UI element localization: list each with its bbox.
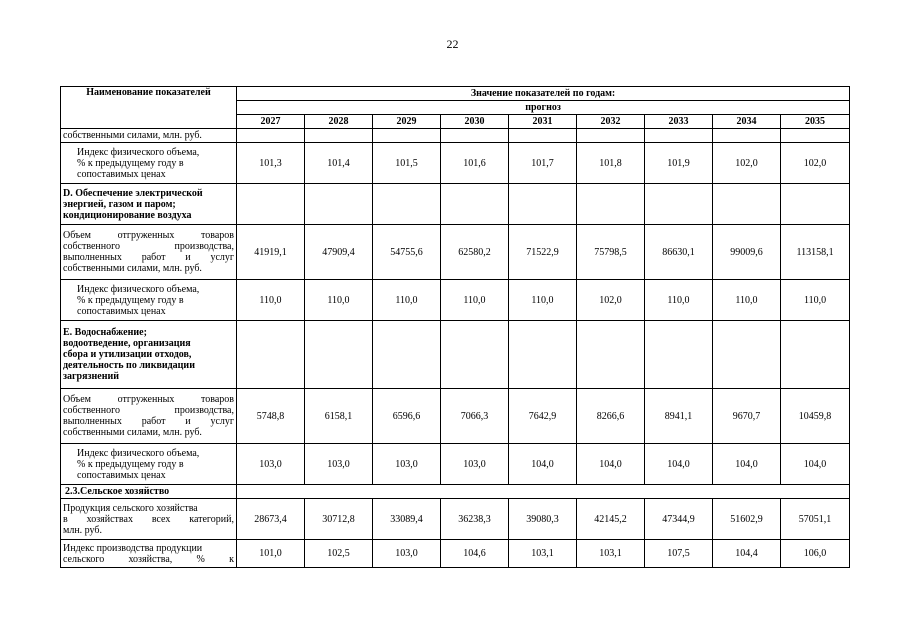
value-cell: 104,0 — [781, 444, 850, 485]
value-cell — [305, 129, 373, 143]
value-cell: 51602,9 — [713, 499, 781, 540]
value-cell: 101,4 — [305, 143, 373, 184]
section-heading: D. Обеспечение электрической энергией, газом и паром; кондиционирование воздуха — [61, 184, 237, 225]
value-cell: 104,4 — [713, 540, 781, 568]
value-cell — [713, 321, 781, 389]
value-cell: 8266,6 — [577, 389, 645, 444]
table-row — [61, 184, 850, 225]
value-cell: 103,1 — [577, 540, 645, 568]
value-cell: 10459,8 — [781, 389, 850, 444]
value-cell: 103,0 — [305, 444, 373, 485]
value-cell — [305, 184, 373, 225]
table-row — [61, 280, 850, 321]
value-cell — [781, 129, 850, 143]
value-cell: 7642,9 — [509, 389, 577, 444]
value-cell — [577, 129, 645, 143]
value-cell: 107,5 — [645, 540, 713, 568]
indicator-name: Индекс физического объема, % к предыдущему году в сопоставимых ценах — [61, 280, 237, 321]
value-cell: 8941,1 — [645, 389, 713, 444]
value-cell: 110,0 — [781, 280, 850, 321]
value-cell: 104,6 — [441, 540, 509, 568]
year-header: 2034 — [713, 115, 781, 129]
value-cell: 30712,8 — [305, 499, 373, 540]
table-row — [61, 444, 850, 485]
table-row — [61, 321, 850, 389]
table-row — [61, 485, 850, 499]
value-cell: 101,8 — [577, 143, 645, 184]
value-cell: 75798,5 — [577, 225, 645, 280]
section-heading: 2.3.Сельское хозяйство — [61, 485, 237, 499]
value-cell — [645, 321, 713, 389]
value-cell: 102,5 — [305, 540, 373, 568]
value-cell — [509, 129, 577, 143]
value-cell: 103,0 — [237, 444, 305, 485]
value-cell: 47344,9 — [645, 499, 713, 540]
value-cell: 110,0 — [509, 280, 577, 321]
table-row — [61, 499, 850, 540]
indicator-name: Объем отгруженных товаров собственного производства, выполненных работ и услуг собственными силами, млн. руб. — [61, 225, 237, 280]
value-cell — [441, 321, 509, 389]
value-cell — [373, 184, 441, 225]
indicator-name: собственными силами, млн. руб. — [61, 129, 237, 143]
table-row — [61, 389, 850, 444]
value-cell — [713, 184, 781, 225]
value-cell — [441, 129, 509, 143]
value-cell: 106,0 — [781, 540, 850, 568]
value-cell: 99009,6 — [713, 225, 781, 280]
forecast-header: прогноз — [237, 101, 850, 115]
value-cell — [781, 184, 850, 225]
value-cell: 36238,3 — [441, 499, 509, 540]
year-header: 2027 — [237, 115, 305, 129]
value-cell: 110,0 — [373, 280, 441, 321]
value-cell: 101,0 — [237, 540, 305, 568]
value-cell: 103,0 — [441, 444, 509, 485]
value-cell — [441, 184, 509, 225]
indicator-name: Индекс физического объема, % к предыдущему году в сопоставимых ценах — [61, 444, 237, 485]
value-cell: 57051,1 — [781, 499, 850, 540]
value-cell — [645, 129, 713, 143]
value-cell — [237, 184, 305, 225]
value-cell: 6596,6 — [373, 389, 441, 444]
value-cell: 101,5 — [373, 143, 441, 184]
value-cell — [577, 184, 645, 225]
indicator-name: Индекс физического объема, % к предыдущему году в сопоставимых ценах — [61, 143, 237, 184]
value-cell: 113158,1 — [781, 225, 850, 280]
value-cell: 101,3 — [237, 143, 305, 184]
value-cell: 110,0 — [713, 280, 781, 321]
table-row — [61, 225, 850, 280]
value-cell — [373, 321, 441, 389]
page-number: 22 — [446, 37, 459, 51]
value-cell — [237, 129, 305, 143]
value-cell: 101,9 — [645, 143, 713, 184]
value-cell — [373, 129, 441, 143]
value-cell: 7066,3 — [441, 389, 509, 444]
indicator-name: Объем отгруженных товаров собственного производства, выполненных работ и услуг собственными силами, млн. руб. — [61, 389, 237, 444]
table-row — [61, 143, 850, 184]
value-cell: 39080,3 — [509, 499, 577, 540]
year-header: 2030 — [441, 115, 509, 129]
value-cell: 104,0 — [577, 444, 645, 485]
value-cell: 71522,9 — [509, 225, 577, 280]
name-column-header: Наименование показателей — [61, 87, 237, 129]
value-cell: 101,6 — [441, 143, 509, 184]
value-cell: 103,0 — [373, 540, 441, 568]
value-cell: 102,0 — [781, 143, 850, 184]
value-cell: 62580,2 — [441, 225, 509, 280]
value-cell: 110,0 — [305, 280, 373, 321]
value-cell: 102,0 — [713, 143, 781, 184]
value-cell — [781, 321, 850, 389]
value-cell: 103,0 — [373, 444, 441, 485]
value-cell: 6158,1 — [305, 389, 373, 444]
value-cell: 110,0 — [645, 280, 713, 321]
value-cell: 54755,6 — [373, 225, 441, 280]
year-header: 2035 — [781, 115, 850, 129]
value-cell: 110,0 — [237, 280, 305, 321]
value-cell: 104,0 — [645, 444, 713, 485]
value-cell — [509, 321, 577, 389]
value-cell: 42145,2 — [577, 499, 645, 540]
value-cell: 5748,8 — [237, 389, 305, 444]
value-cell — [305, 321, 373, 389]
year-header: 2031 — [509, 115, 577, 129]
value-cell — [577, 321, 645, 389]
year-header: 2029 — [373, 115, 441, 129]
year-header: 2032 — [577, 115, 645, 129]
value-cell: 104,0 — [713, 444, 781, 485]
value-cell: 101,7 — [509, 143, 577, 184]
indicator-name: Продукция сельского хозяйства в хозяйствах всех категорий, млн. руб. — [61, 499, 237, 540]
value-cell: 110,0 — [441, 280, 509, 321]
value-cell: 28673,4 — [237, 499, 305, 540]
table-row — [61, 129, 850, 143]
indicator-name: Индекс производства продукции сельского хозяйства, % к — [61, 540, 237, 568]
value-cell — [645, 184, 713, 225]
value-cell: 103,1 — [509, 540, 577, 568]
value-cell: 47909,4 — [305, 225, 373, 280]
table-row — [61, 540, 850, 568]
values-title-header: Значение показателей по годам: — [237, 87, 850, 101]
value-cell: 104,0 — [509, 444, 577, 485]
section-heading: E. Водоснабжение; водоотведение, организация сбора и утилизации отходов, деятельность по ликвидации загрязнений — [61, 321, 237, 389]
indicators-table — [60, 86, 850, 568]
value-cell — [713, 129, 781, 143]
year-header: 2028 — [305, 115, 373, 129]
value-cell: 41919,1 — [237, 225, 305, 280]
value-cell — [509, 184, 577, 225]
year-header: 2033 — [645, 115, 713, 129]
value-cell — [237, 321, 305, 389]
empty-cell — [237, 485, 850, 499]
value-cell: 102,0 — [577, 280, 645, 321]
value-cell: 33089,4 — [373, 499, 441, 540]
value-cell: 9670,7 — [713, 389, 781, 444]
value-cell: 86630,1 — [645, 225, 713, 280]
